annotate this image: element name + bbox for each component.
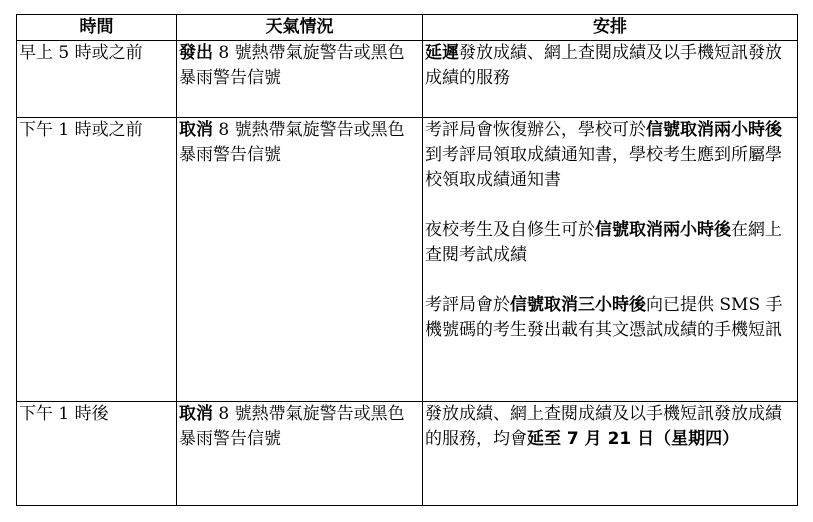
table-header-row (17, 15, 798, 41)
arrangement-paragraph (425, 218, 795, 268)
arrangement-text: 向已提供 SMS 手機號碼的考生發出載有其文憑試成績的手機短訊 (425, 295, 783, 340)
arrangement-cell (423, 118, 798, 402)
header-time: 時間 (17, 15, 177, 41)
arrangement-text: 夜校考生及自修生可於 (425, 220, 595, 240)
time-cell: 下午 1 時或之前 (17, 118, 177, 402)
arrangement-emphasis: 延至 7 月 21 日（星期四） (527, 429, 740, 449)
arrangement-text: 考評局會恢復辦公，學校可於 (425, 120, 646, 140)
arrangement-paragraph (425, 293, 795, 343)
arrangement-text: 到考評局領取成績通知書，學校考生應到所屬學校領取成績通知書 (425, 145, 782, 190)
arrangement-cell (423, 402, 798, 506)
arrangement-emphasis: 信號取消兩小時後 (646, 120, 782, 140)
weather-text: 8 號熱帶氣旋警告或黑色暴雨警告信號 (179, 120, 405, 165)
weather-text: 8 號熱帶氣旋警告或黑色暴雨警告信號 (179, 43, 405, 88)
weather-action: 取消 (179, 120, 213, 140)
weather-action: 發出 (179, 43, 213, 63)
arrangement-text: 考評局會於 (425, 295, 510, 315)
arrangement-emphasis: 延遲 (425, 43, 459, 63)
header-weather: 天氣情況 (177, 15, 423, 41)
table-row (17, 118, 798, 402)
time-cell: 下午 1 時後 (17, 402, 177, 506)
arrangement-text: 在網上查閱考試成績 (425, 220, 782, 265)
time-cell: 早上 5 時或之前 (17, 41, 177, 118)
table-row (17, 41, 798, 118)
header-arrangement: 安排 (423, 15, 798, 41)
weather-cell (177, 402, 423, 506)
weather-arrangement-table (16, 14, 798, 506)
arrangement-cell (423, 41, 798, 118)
weather-action: 取消 (179, 404, 213, 424)
arrangement-text: 發放成績、網上查閱成績及以手機短訊發放成績的服務，均會 (425, 404, 782, 449)
arrangement-emphasis: 信號取消兩小時後 (595, 220, 731, 240)
arrangement-text: 發放成績、網上查閱成績及以手機短訊發放成績的服務 (425, 43, 782, 88)
weather-cell (177, 118, 423, 402)
weather-cell (177, 41, 423, 118)
weather-text: 8 號熱帶氣旋警告或黑色暴雨警告信號 (179, 404, 405, 449)
arrangement-emphasis: 信號取消三小時後 (510, 295, 646, 315)
arrangement-paragraph (425, 118, 795, 193)
table-row (17, 402, 798, 506)
